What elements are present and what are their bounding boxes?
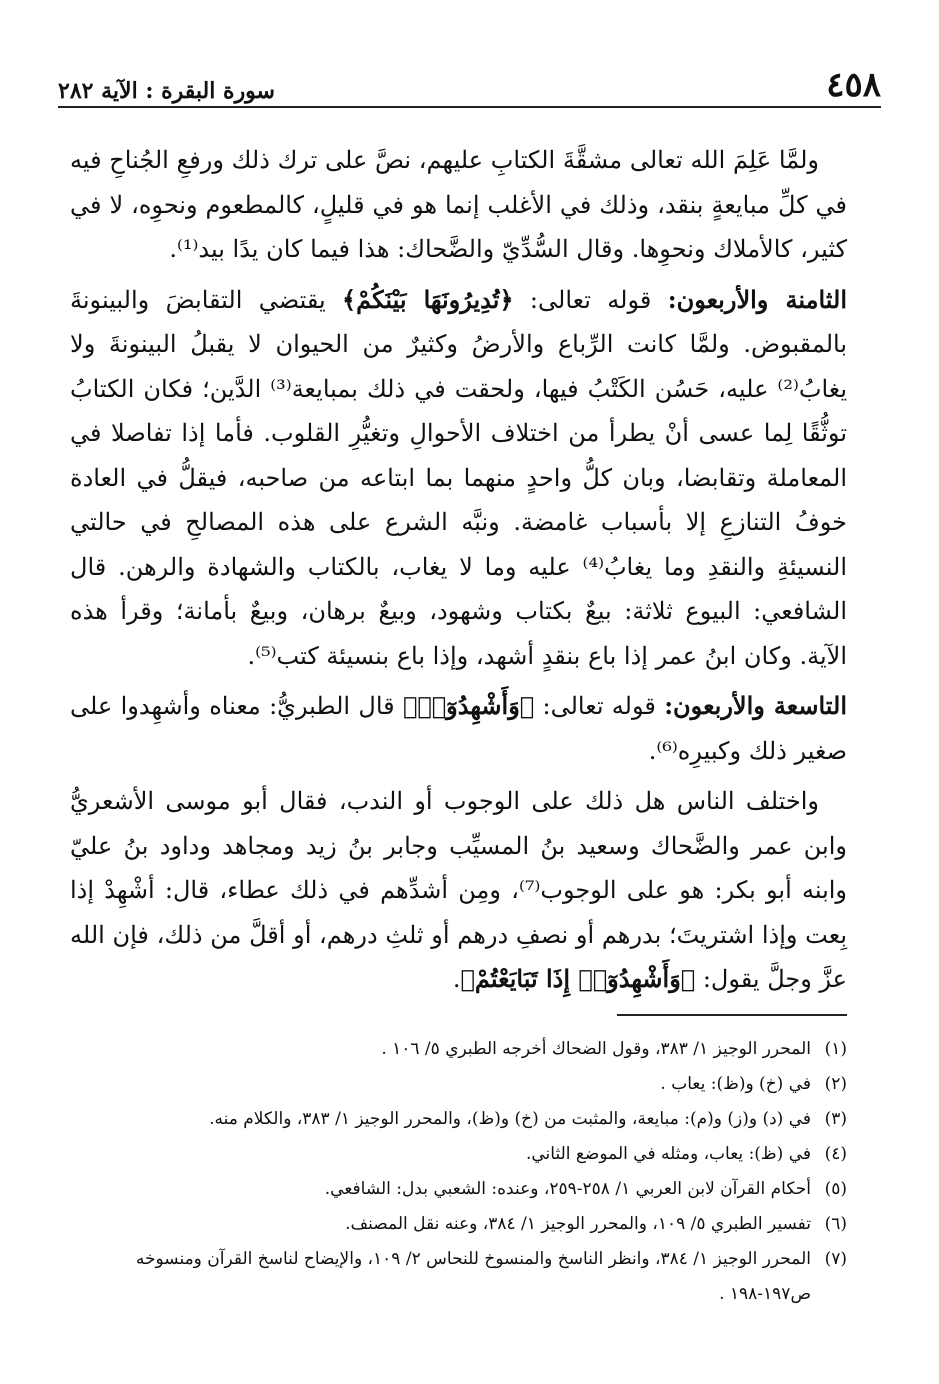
footnote-text: تفسير الطبري ٥/ ١٠٩، والمحرر الوجيز ١/ ٣٨٤، وعنه نقل المصنف.: [345, 1214, 811, 1234]
footnote-text: المحرر الوجيز ١/ ٣٨٣، وقول الضحاك أخرجه الطبري ٥/ ١٠٦ .: [381, 1039, 811, 1059]
section-49-intro: قوله تعالى:: [534, 692, 665, 720]
section-49-heading: التاسعة والأربعون:: [664, 691, 847, 720]
page-header: [58, 58, 881, 108]
section-49: [70, 684, 847, 773]
footnote-7: [60, 1242, 847, 1312]
footnote-number: (٥): [824, 1179, 847, 1199]
section-48-text: يقتضي التقابضَ والبينونةَ بالمقبوض. ولمَّا كانت الرِّباع والأرضُ وكثيرٌ من الحيوان لا يقبلُ البينونةَ ولا يغابُ⁽²⁾ عليه، حَسُن الكَتْبُ فيها، ولحقت في ذلك بمبايعة⁽³⁾ الدَّين؛ فكان الكتابُ توثُّقًا لِما عسى أنْ يطرأ من اختلاف الأحوالِ وتغيُّرِ القلوب. فأما إذا تفاصلا في المعاملة وتقابضا، وبان كلُّ واحدٍ منهما بما ابتاعه من صاحبه، فيقلُّ في العادة خوفُ التنازعِ إلا بأسباب غامضة. ونبَّه الشرع على هذه المصالحِ في حالتي النسيئةِ والنقدِ وما يغابُ⁽⁴⁾ عليه وما لا يغاب، بالكتاب والشهادة والرهن. قال الشافعي: البيوع ثلاثة: بيعٌ بكتاب وشهود، وبيعٌ برهان، وبيعٌ بأمانة؛ وقرأ هذه الآية. وكان ابنُ عمر إذا باع بنقدٍ أشهد، وإذا باع بنسيئة كتب⁽⁵⁾.: [70, 285, 848, 670]
quran-quote-1: ﴿تُدِيرُونَهَا بَيْنَكُمْ﴾: [342, 284, 514, 314]
page-number: ٤٥٨: [826, 65, 881, 105]
footnote-number: (٦): [824, 1214, 847, 1234]
main-text: [70, 138, 847, 1008]
footnote-5: [60, 1172, 847, 1207]
footnote-number: (٤): [824, 1144, 847, 1164]
footnote-number: (٢): [824, 1074, 847, 1094]
running-head: سورة البقرة : الآية ٢٨٢: [58, 78, 275, 104]
footnote-text: المحرر الوجيز ١/ ٣٨٤، وانظر الناسخ والمنسوخ للنحاس ٢/ ١٠٩، والإيضاح لناسخ القرآن ومنسوخه ص١٩٧-١٩٨ .: [135, 1249, 811, 1304]
footnote-3: [60, 1102, 847, 1137]
quran-quote-3: ﴿وَأَشْهِدُوٓا۟ إِذَا تَبَايَعْتُمْ﴾: [460, 964, 696, 993]
paragraph-4-text: واختلف الناس هل ذلك على الوجوب أو الندب، فقال أبو موسى الأشعريُّ وابن عمر والضَّحاك وسعيد بنُ المسيِّب وجابر بنُ زيد ومجاهد وداود بنُ عليّ وابنه أبو بكر: هو على الوجوب⁽⁷⁾، ومِن أشدِّهم في ذلك عطاء، قال: أشْهِدْ إذا بِعت وإذا اشتريتَ؛ بدرهم أو نصفِ درهم أو ثلثِ درهم، أو أقلَّ من ذلك، فإن الله عزَّ وجلَّ يقول:: [70, 787, 848, 993]
footnote-text: في (ظ): يعاب، ومثله في الموضع الثاني.: [525, 1144, 811, 1164]
section-48-heading: الثامنة والأربعون:: [667, 284, 848, 314]
section-48-intro: قوله تعالى:: [513, 285, 668, 314]
section-48: [70, 278, 847, 679]
footnote-2: [60, 1067, 847, 1102]
footnote-text: في (خ) و(ظ): يعاب .: [660, 1074, 811, 1094]
footnote-number: (٧): [824, 1249, 847, 1269]
footnote-number: (١): [824, 1039, 847, 1059]
footnote-text: أحكام القرآن لابن العربي ١/ ٢٥٨-٢٥٩، وعنده: الشعبي بدل: الشافعي.: [324, 1179, 811, 1199]
paragraph-4-end: .: [452, 965, 461, 993]
footnote-number: (٣): [824, 1109, 847, 1129]
footnote-1: [60, 1032, 847, 1067]
footnotes: [60, 1032, 847, 1312]
footnote-6: [60, 1207, 847, 1242]
quran-quote-2: ﴿وَأَشْهِدُوٓا۟﴾: [402, 691, 535, 720]
footnote-4: [60, 1137, 847, 1172]
paragraph-1: ولمَّا عَلِمَ الله تعالى مشقَّةَ الكتابِ عليهم، نصَّ على ترك ذلك ورفعِ الجُناحِ فيه في كلِّ مبايعةٍ بنقد، وذلك في الأغلب إنما هو في قليلٍ، كالمطعوم ونحوِه، لا في كثير، كالأملاك ونحوِها. وقال السُّدِّيّ والضَّحاك: هذا فيما كان يدًا بيد⁽¹⁾.: [70, 146, 847, 263]
section-49-text: قال الطبريُّ: معناه وأشهِدوا على صغير ذلك وكبيرِه⁽⁶⁾.: [70, 692, 847, 765]
footnote-text: في (د) و(ز) و(م): مبايعة، والمثبت من (خ) و(ظ)، والمحرر الوجيز ١/ ٣٨٣، والكلام منه.: [209, 1109, 811, 1129]
footnote-separator: [617, 1014, 847, 1016]
paragraph-4: [70, 779, 847, 1002]
